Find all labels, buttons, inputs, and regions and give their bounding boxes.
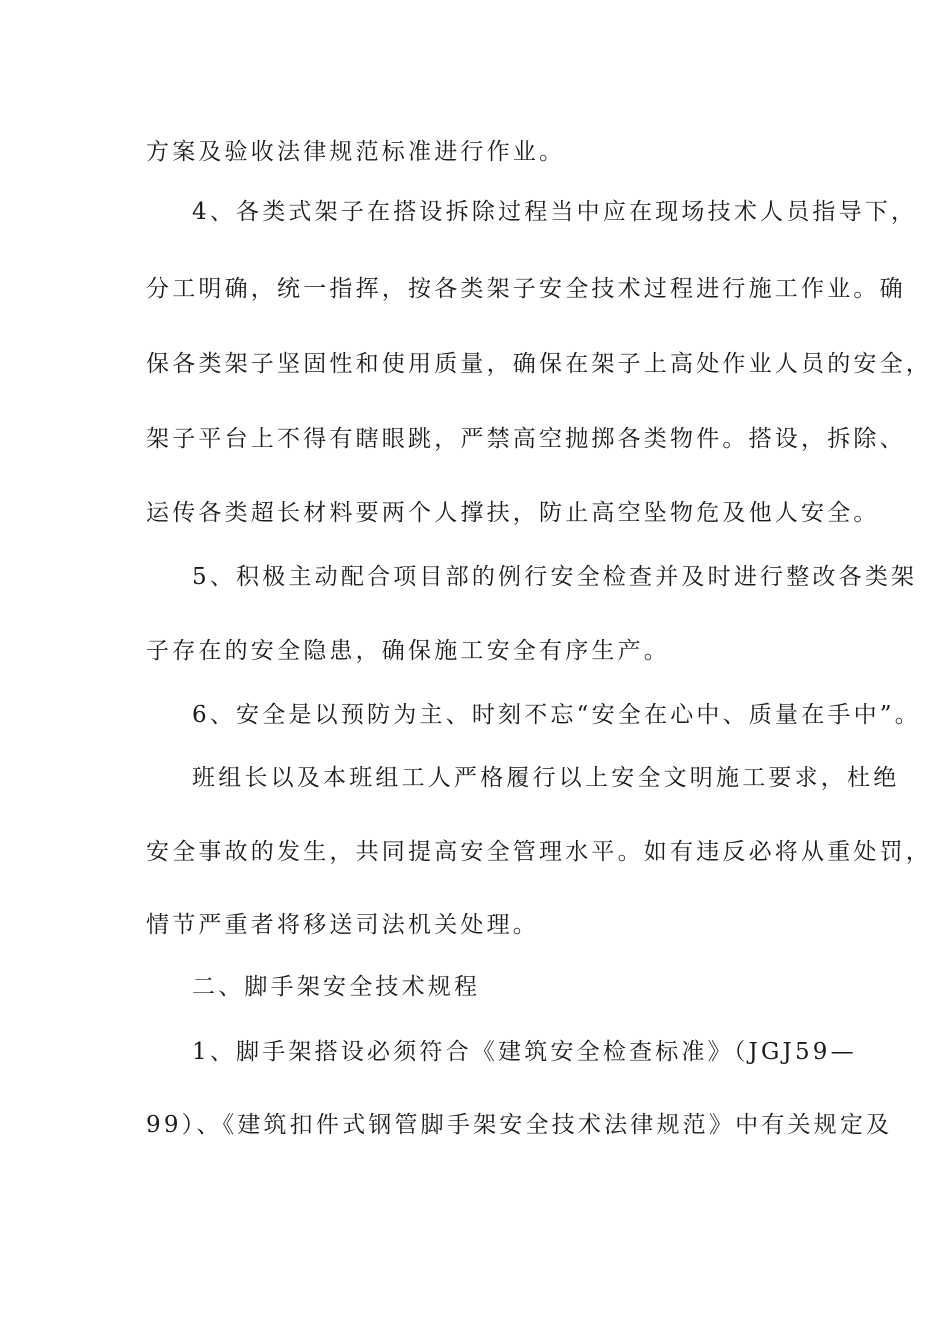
text-line: 运传各类超长材料要两个人撑扶，防止高空坠物危及他人安全。 [146,500,880,526]
text-line: 情节严重者将移送司法机关处理。 [146,912,539,938]
paragraph-6-line: 6、安全是以预防为主、时刻不忘“安全在心中、质量在手中”。 [192,702,921,728]
text-line: 方案及验收法律规范标准进行作业。 [146,139,566,165]
paragraph-5-line: 5、积极主动配合项目部的例行安全检查并及时进行整改各类架 [192,564,918,590]
text-line: 分工明确，统一指挥，按各类架子安全技术过程进行施工作业。确 [146,276,906,302]
section-heading: 二、脚手架安全技术规程 [192,974,481,1000]
text-line: 保各类架子坚固性和使用质量，确保在架子上高处作业人员的安全， [146,351,932,377]
text-line: 安全事故的发生，共同提高安全管理水平。如有违反必将从重处罚， [146,839,932,865]
text-line: 子存在的安全隐患，确保施工安全有序生产。 [146,638,670,664]
text-line: 架子平台上不得有瞎眼跳，严禁高空抛掷各类物件。搭设，拆除、 [146,426,906,452]
text-line: 99）、《建筑扣件式钢管脚手架安全技术法律规范》中有关规定及 [146,1112,893,1138]
paragraph-4-line: 4、各类式架子在搭设拆除过程当中应在现场技术人员指导下， [192,199,918,225]
paragraph-1-line: 1、脚手架搭设必须符合《建筑安全检查标准》（JGJ59— [192,1039,857,1065]
paragraph-line: 班组长以及本班组工人严格履行以上安全文明施工要求，杜绝 [192,765,900,791]
